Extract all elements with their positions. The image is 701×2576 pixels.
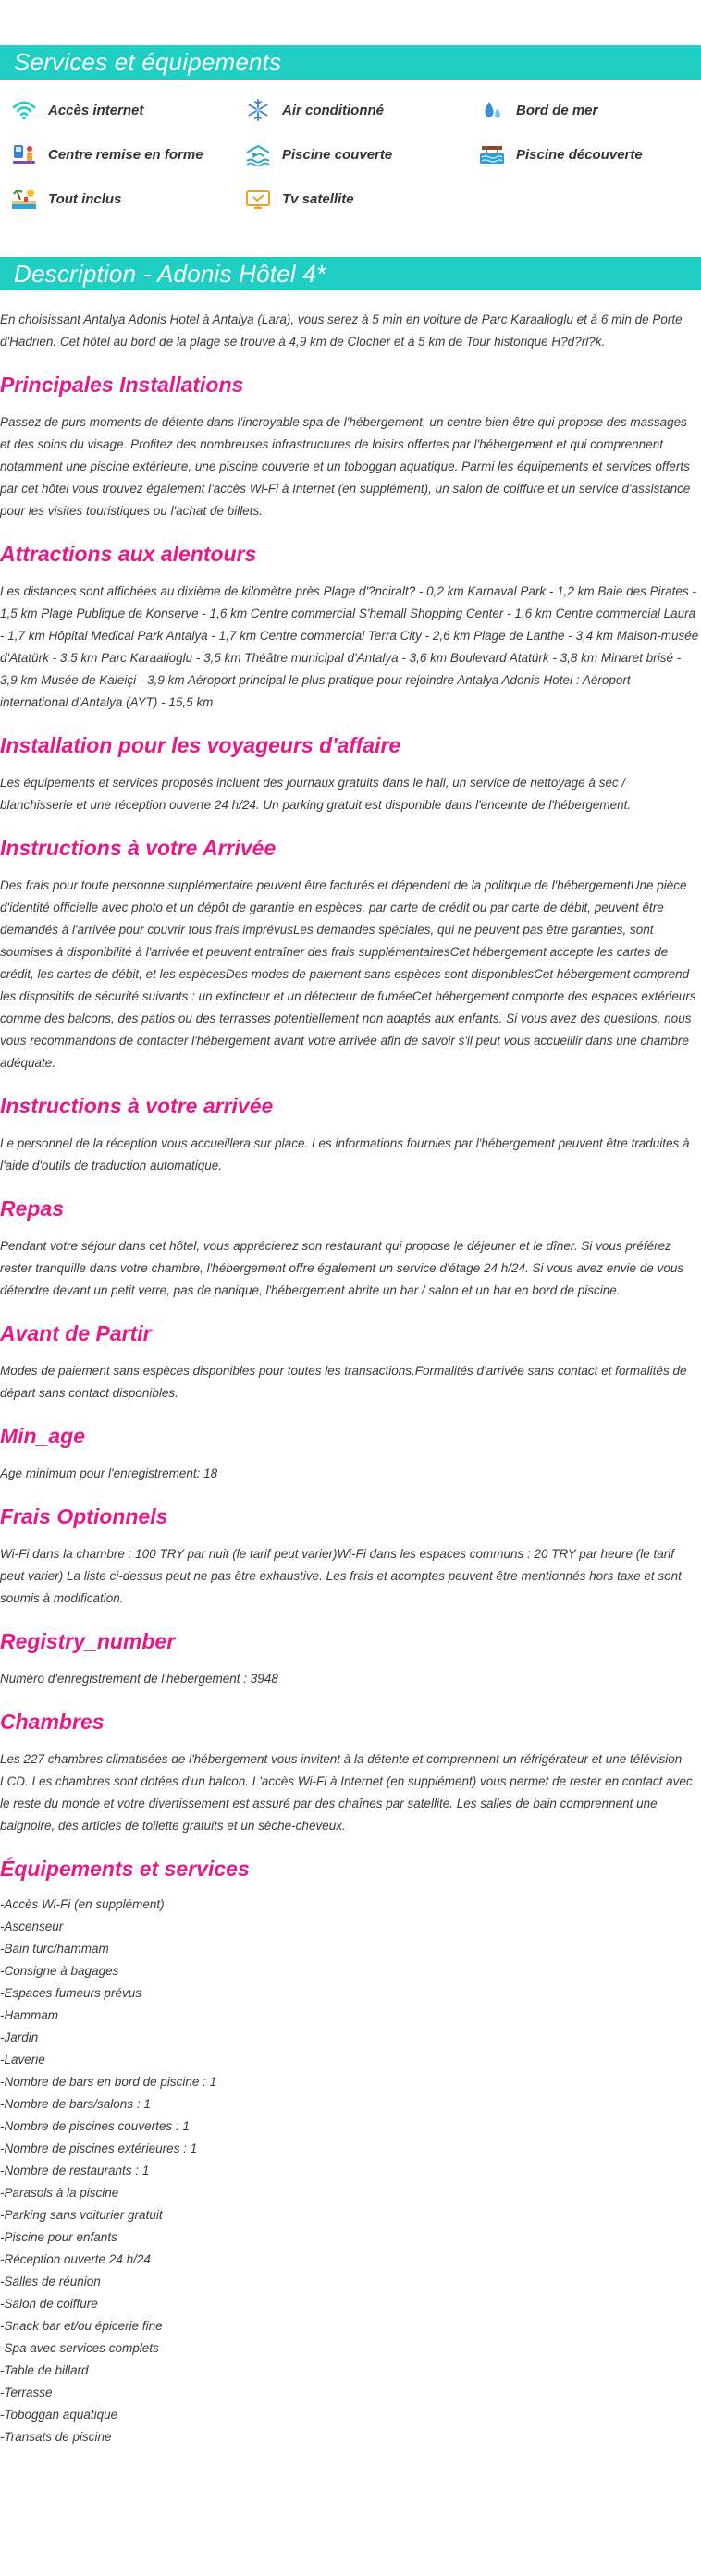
equipment-item: -Toboggan aquatique [0, 2408, 118, 2422]
equipment-item: -Accès Wi-Fi (en supplément) [0, 1897, 165, 1911]
equipment-item: -Terrasse [0, 2386, 53, 2399]
section-title-departure: Avant de Partir [0, 1321, 152, 1345]
equipment-item: -Piscine pour enfants [0, 2230, 117, 2244]
indoor-pool-icon [243, 142, 273, 166]
snowflake-icon [243, 98, 273, 122]
equipment-item: -Snack bar et/ou épicerie fine [0, 2319, 163, 2333]
section-title-attractions: Attractions aux alentours [0, 542, 257, 566]
section-text-business: Les équipements et services proposés incluent des journaux gratuits dans le hall, un service de nettoyage à sec / blanchisserie et une réception ouverte 24 h/24. Un parking gratuit est disponible dans l'enceinte de l'hébergement. [0, 776, 632, 812]
amenity-label: Tout inclus [48, 190, 122, 207]
equipment-item: -Espaces fumeurs prévus [0, 1986, 142, 2000]
equipment-item: -Réception ouverte 24 h/24 [0, 2252, 151, 2266]
equipment-item: -Parasols à la piscine [0, 2186, 119, 2200]
all-inclusive-icon [9, 187, 39, 211]
amenity-label: Tv satellite [282, 190, 354, 207]
section-text-optional-fees: Wi-Fi dans la chambre : 100 TRY par nuit (le tarif peut varier)Wi-Fi dans les espaces communs : 20 TRY par heure (le tarif peut varier) La liste ci-dessus peut ne pas être exhaustive. Les frais et acomptes peuvent être mentionnés hors taxe et sont soumis à modification. [0, 1547, 682, 1605]
section-title-registry: Registry_number [0, 1629, 176, 1653]
section-text-departure: Modes de paiement sans espèces disponibles pour toutes les transactions.Formalités d'arrivée sans contact et formalités de départ sans contact disponibles. [0, 1364, 687, 1400]
description-intro: En choisissant Antalya Adonis Hotel à Antalya (Lara), vous serez à 5 min en voiture de Parc Karaalioglu et à 6 min de Porte d'Hadrien. Cet hôtel au bord de la plage se trouve à 4,9 km de Clocher et à 5 km de Tour historique H?d?rl?k. [0, 313, 683, 349]
amenity-label: Bord de mer [516, 102, 598, 118]
description-banner [0, 257, 701, 290]
section-text-meals: Pendant votre séjour dans cet hôtel, vous apprécierez son restaurant qui propose le déjeuner et le dîner. Si vous préférez rester tranquille dans votre chambre, l'hébergement offre également un service d'étage 24 h/24. Si vous avez envie de vous détendre devant un petit verre, pas de panique, l'hébergement abrite un bar / salon et un bar en bord de piscine. [0, 1239, 684, 1297]
amenities-grid [0, 80, 701, 211]
amenity-seaside [477, 98, 701, 122]
amenity-all-inclusive [9, 187, 243, 211]
amenity-label: Piscine découverte [516, 146, 643, 163]
equipment-item: -Bain turc/hammam [0, 1942, 109, 1956]
equipment-item: -Salon de coiffure [0, 2297, 98, 2311]
section-title-optional-fees: Frais Optionnels [0, 1504, 168, 1528]
section-text-arrival: Des frais pour toute personne supplémentaire peuvent être facturés et dépendent de la politique de l'hébergementUne pièce d'identité officielle avec photo et un dépôt de garantie en espèces, par carte de crédit ou par carte de débit, peuvent être demandés à l'arrivée pour couvrir tous frais imprévusLes demandes spéciales, qui ne peuvent pas être garanties, sont soumises à disponibilité à l'arrivée et peuvent entraîner des frais supplémentairesCet hébergement accepte les cartes de crédit, les cartes de débit, et les espècesDes modes de paiement sans espèces sont disponiblesCet hébergement comprend les dispositifs de sécurité suivants : un extincteur et un détecteur de fuméeCet hébergement comporte des espaces extérieurs comme des balcons, des patios ou des terrasses potentiellement non adaptés aux enfants. Si vous avez des questions, nous vous recommandons de contacter l'hébergement avant votre arrivée afin de savoir s'il peut vous accueillir dans une chambre adéquate. [0, 878, 696, 1070]
section-text-arrival-2: Le personnel de la réception vous accueillera sur place. Les informations fournies par l'hébergement peuvent être traduites à l'aide d'outils de traduction automatique. [0, 1136, 690, 1172]
equipment-item: -Consigne à bagages [0, 1964, 119, 1978]
equipment-item: -Nombre de restaurants : 1 [0, 2164, 150, 2177]
equipment-item: -Nombre de piscines couvertes : 1 [0, 2119, 190, 2133]
amenity-label: Centre remise en forme [48, 146, 203, 163]
services-title: Services et équipements [14, 48, 282, 76]
section-title-min-age: Min_age [0, 1424, 86, 1448]
equipment-item: -Nombre de bars en bord de piscine : 1 [0, 2075, 217, 2089]
section-title-business: Installation pour les voyageurs d'affaire [0, 733, 401, 757]
tv-icon [243, 187, 273, 211]
fitness-icon [9, 142, 39, 166]
amenity-satellite-tv [243, 187, 477, 211]
equipment-item: -Transats de piscine [0, 2430, 112, 2444]
section-text-rooms: Les 227 chambres climatisées de l'hébergement vous invitent à la détente et comprennent un réfrigérateur et une télévision LCD. Les chambres sont dotées d'un balcon. L'accès Wi-Fi à Internet (en supplément) vous permet de rester en contact avec le reste du monde et votre divertissement est assuré par des chaînes par satellite. Les salles de bain comprennent une baignoire, des articles de toilette gratuits et un sèche-cheveux. [0, 1752, 693, 1833]
amenity-label: Accès internet [48, 102, 144, 118]
section-text-installations: Passez de purs moments de détente dans l'incroyable spa de l'hébergement, un centre bien-être qui propose des massages et des soins du visage. Profitez des nombreuses infrastructures de loisirs offertes par l'hébergement et qui comprennent notamment une piscine extérieure, une piscine couverte et un toboggan aquatique. Parmi les équipements et services offerts par cet hôtel vous trouvez également l'accès Wi-Fi à Internet (en supplément), un salon de coiffure et un service d'assistance pour les visites touristiques ou l'achat de billets. [0, 415, 691, 518]
equipment-item: -Salles de réunion [0, 2275, 101, 2288]
equipment-item: -Jardin [0, 2030, 39, 2044]
section-title-equipment: Équipements et services [0, 1857, 250, 1881]
amenity-fitness [9, 142, 243, 166]
amenity-air-conditioning [243, 98, 477, 122]
equipment-item: -Nombre de bars/salons : 1 [0, 2097, 151, 2111]
equipment-item: -Hammam [0, 2008, 58, 2022]
equipment-item: -Parking sans voiturier gratuit [0, 2208, 163, 2222]
section-title-arrival: Instructions à votre Arrivée [0, 836, 277, 860]
outdoor-pool-icon [477, 142, 507, 166]
section-title-installations: Principales Installations [0, 373, 244, 397]
amenity-outdoor-pool [477, 142, 701, 166]
wifi-icon [9, 98, 39, 122]
section-title-arrival-2: Instructions à votre arrivée [0, 1094, 274, 1118]
equipment-item: -Spa avec services complets [0, 2341, 159, 2355]
section-text-min-age: Age minimum pour l'enregistrement: 18 [0, 1466, 218, 1480]
equipment-item: -Laverie [0, 2053, 45, 2067]
amenity-internet [9, 98, 243, 122]
equipment-item: -Ascenseur [0, 1920, 64, 1933]
equipment-item: -Nombre de piscines extérieures : 1 [0, 2141, 198, 2155]
equipment-item: -Table de billard [0, 2363, 89, 2377]
amenity-label: Air conditionné [282, 102, 384, 118]
water-drop-icon [477, 98, 507, 122]
description-title: Description - Adonis Hôtel 4* [14, 260, 326, 288]
amenity-indoor-pool [243, 142, 477, 166]
services-banner [0, 45, 701, 80]
section-text-registry: Numéro d'enregistrement de l'hébergement : 3948 [0, 1672, 278, 1686]
section-title-meals: Repas [0, 1196, 65, 1221]
section-text-attractions: Les distances sont affichées au dixième de kilomètre près Plage d'?nciralt? - 0,2 km Karnaval Park - 1,2 km Baie des Pirates - 1,5 km Plage Publique de Konserve - 1,6 km Centre commercial S'hemall Shopping Center - 1,6 km Centre commercial Laura - 1,7 km Hôpital Medical Park Antalya - 1,7 km Centre commercial Terra City - 2,6 km Plage de Lanthe - 3,4 km Maison-musée d'Atatürk - 3,5 km Parc Karaalioglu - 3,5 km Théâtre municipal d'Antalya - 3,6 km Boulevard Atatürk - 3,8 km Minaret brisé - 3,9 km Musée de Kaleiçi - 3,9 km Aéroport principal le plus pratique pour rejoindre Antalya Adonis Hotel : Aéroport international d'Antalya (AYT) - 15,5 km [0, 584, 699, 709]
section-title-rooms: Chambres [0, 1710, 105, 1734]
equipment-list [0, 1894, 701, 2448]
amenity-label: Piscine couverte [282, 146, 393, 163]
